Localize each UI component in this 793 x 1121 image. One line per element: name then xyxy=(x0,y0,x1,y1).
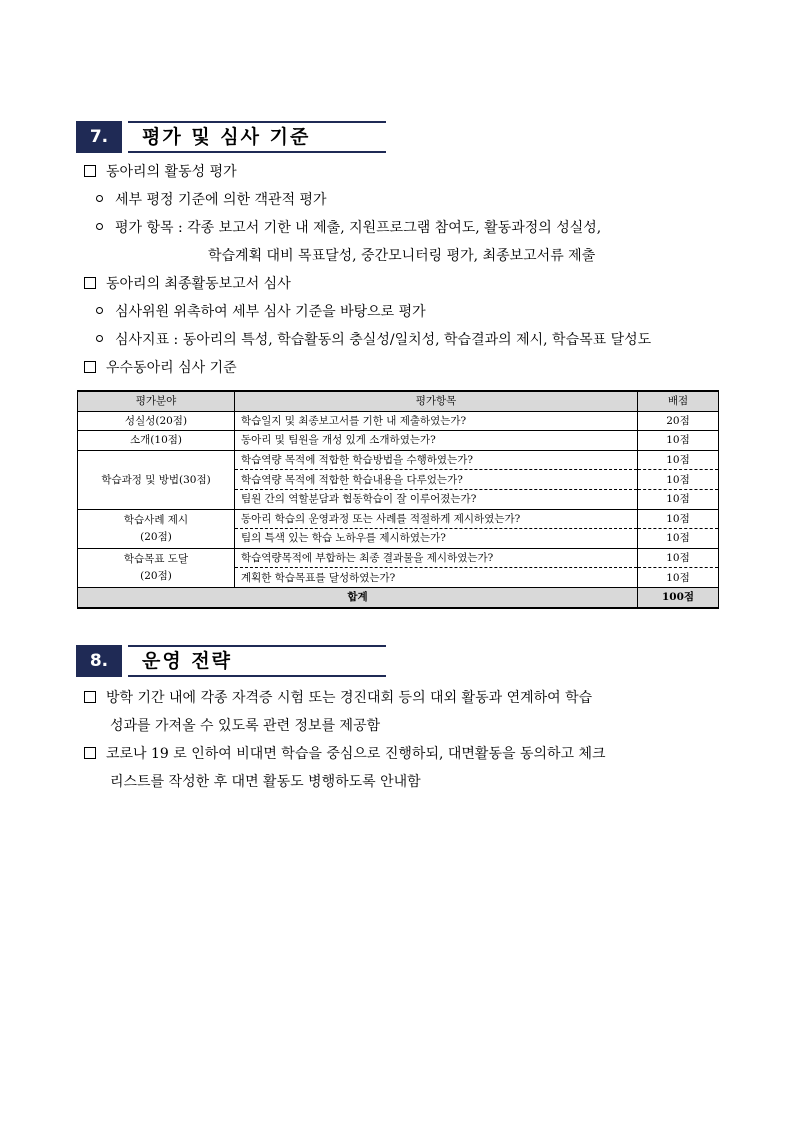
section-8-heading xyxy=(76,645,386,677)
evaluation-criteria-table xyxy=(77,390,719,609)
list-item: 동아리의 최종활동보고서 심사 xyxy=(84,274,291,294)
section-7-heading xyxy=(76,121,386,153)
table-header-row xyxy=(78,391,719,411)
list-item: 심사위원 위촉하여 세부 심사 기준을 바탕으로 평가 xyxy=(96,302,426,322)
header-item: 평가항목 xyxy=(235,391,638,411)
checkbox-square-icon xyxy=(84,361,96,373)
checkbox-square-icon xyxy=(84,747,96,759)
table-total-row xyxy=(78,587,719,607)
list-item: 세부 평정 기준에 의한 객관적 평가 xyxy=(96,190,327,210)
table-row: 학습과정 및 방법(30점) 학습역량 목적에 적합한 학습방법을 수행하였는가? 10점 xyxy=(78,450,719,470)
section-8-title: 운영 전략 xyxy=(142,650,233,672)
list-item-continuation: 학습계획 대비 목표달성, 중간모니터링 평가, 최종보고서류 제출 xyxy=(208,248,596,264)
list-item: 심사지표 : 동아리의 특성, 학습활동의 충실성/일치성, 학습결과의 제시, 학습목표 달성도 xyxy=(96,330,651,350)
table-row: 팀원 간의 역할분담과 협동학습이 잘 이루어졌는가? 10점 xyxy=(78,489,719,509)
table-row: 성실성(20점) 학습일지 및 최종보고서를 기한 내 제출하였는가? 20점 xyxy=(78,411,719,431)
table-row: 계획한 학습목표를 달성하였는가? 10점 xyxy=(78,568,719,588)
heading-rule-bottom xyxy=(128,151,386,153)
total-label: 합계 xyxy=(78,587,638,607)
total-score: 100점 xyxy=(638,587,719,607)
table-row: 학습역량 목적에 적합한 학습내용을 다루었는가? 10점 xyxy=(78,470,719,490)
list-item: 우수동아리 심사 기준 xyxy=(84,358,237,378)
paragraph: 방학 기간 내에 각종 자격증 시험 또는 경진대회 등의 대외 활동과 연계하여 학습 성과를 가져올 수 있도록 관련 정보를 제공함 xyxy=(84,684,718,740)
table-row: 학습목표 도달 (20점) 학습역량목적에 부합하는 최종 결과물을 제시하였는가? 10점 xyxy=(78,548,719,568)
list-item: 동아리의 활동성 평가 xyxy=(84,162,237,182)
checkbox-square-icon xyxy=(84,277,96,289)
circle-bullet-icon xyxy=(96,335,103,342)
table-row: 팀의 특색 있는 학습 노하우를 제시하였는가? 10점 xyxy=(78,529,719,549)
circle-bullet-icon xyxy=(96,223,103,230)
table-row: 학습사례 제시 (20점) 동아리 학습의 운영과정 또는 사례를 적절하게 제시하였는가? 10점 xyxy=(78,509,719,529)
checkbox-square-icon xyxy=(84,691,96,703)
header-category: 평가분야 xyxy=(78,391,235,411)
paragraph: 코로나 19 로 인하여 비대면 학습을 중심으로 진행하되, 대면활동을 동의하고 체크 리스트를 작성한 후 대면 활동도 병행하도록 안내함 xyxy=(84,740,718,796)
section-7-number: 7. xyxy=(76,121,122,153)
header-score: 배점 xyxy=(638,391,719,411)
circle-bullet-icon xyxy=(96,195,103,202)
section-8-number: 8. xyxy=(76,645,122,677)
table-row: 소개(10점) 동아리 및 팀원을 개성 있게 소개하였는가? 10점 xyxy=(78,431,719,451)
list-item: 평가 항목 : 각종 보고서 기한 내 제출, 지원프로그램 참여도, 활동과정의 성실성, xyxy=(96,218,601,238)
circle-bullet-icon xyxy=(96,307,103,314)
heading-rule-bottom xyxy=(128,675,386,677)
checkbox-square-icon xyxy=(84,165,96,177)
section-7-title: 평가 및 심사 기준 xyxy=(142,126,311,148)
